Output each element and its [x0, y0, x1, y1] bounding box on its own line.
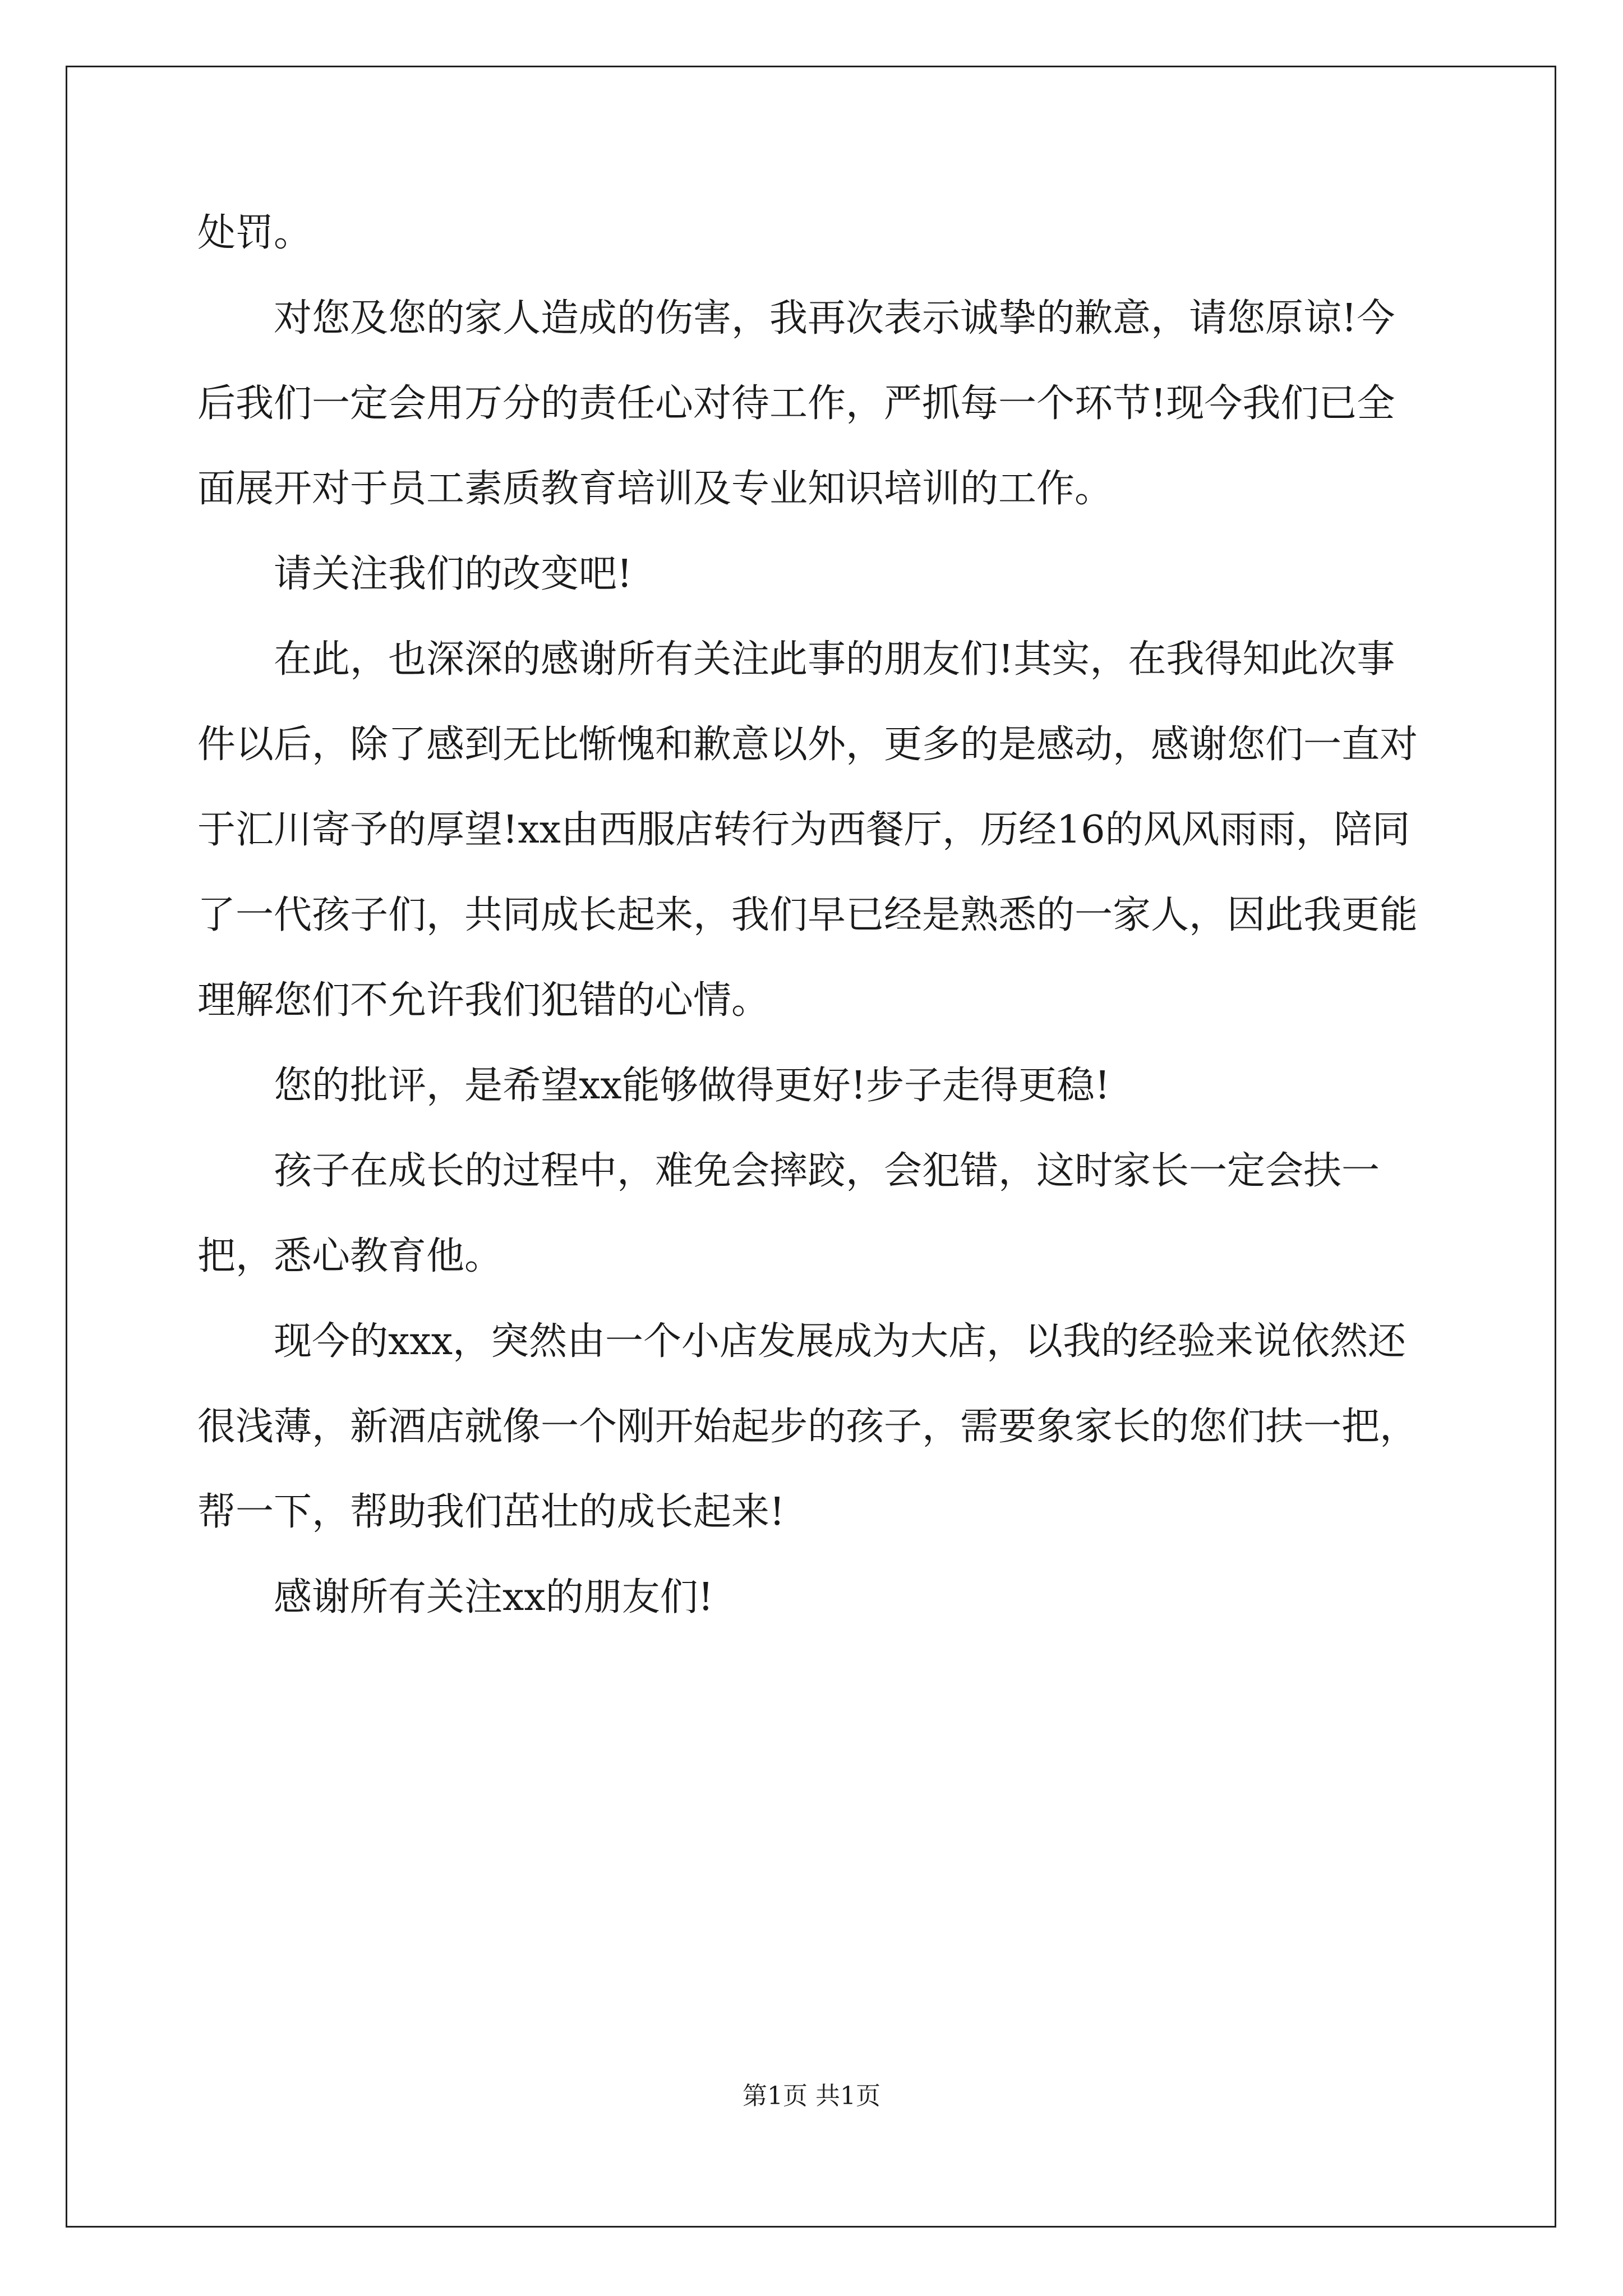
paragraph-2: 对您及您的家人造成的伤害，我再次表示诚挚的歉意，请您原谅!今后我们一定会用万分的责任心对待工作，严抓每一个环节!现今我们已全面展开对于员工素质教育培训及专业知识培训的工作。 [197, 296, 1395, 511]
paragraph-1: 处罚。 [197, 211, 312, 255]
document-body [197, 191, 1431, 1640]
paragraph-8: 感谢所有关注xx的朋友们! [274, 1575, 714, 1619]
paragraph-7: 现今的xxx，突然由一个小店发展成为大店，以我的经验来说依然还很浅薄，新酒店就像一个刚开始起步的孩子，需要象家长的您们扶一把，帮一下，帮助我们茁壮的成长起来! [197, 1319, 1418, 1534]
page-number-footer: 第1页 共1页 [743, 2082, 880, 2110]
paragraph-4: 在此，也深深的感谢所有关注此事的朋友们!其实，在我得知此次事件以后，除了感到无比惭愧和歉意以外，更多的是感动，感谢您们一直对于汇川寄予的厚望!xx由西服店转行为西餐厅，历经16的风风雨雨，陪同了一代孩子们，共同成长起来，我们早已经是熟悉的一家人，因此我更能理解您们不允许我们犯错的心情。 [197, 637, 1418, 1023]
paragraph-3: 请关注我们的改变吧! [274, 552, 633, 596]
paragraph-5: 您的批评，是希望xx能够做得更好!步子走得更稳! [274, 1064, 1110, 1108]
paragraph-6: 孩子在成长的过程中，难免会摔跤，会犯错，这时家长一定会扶一把，悉心教育他。 [197, 1149, 1380, 1278]
